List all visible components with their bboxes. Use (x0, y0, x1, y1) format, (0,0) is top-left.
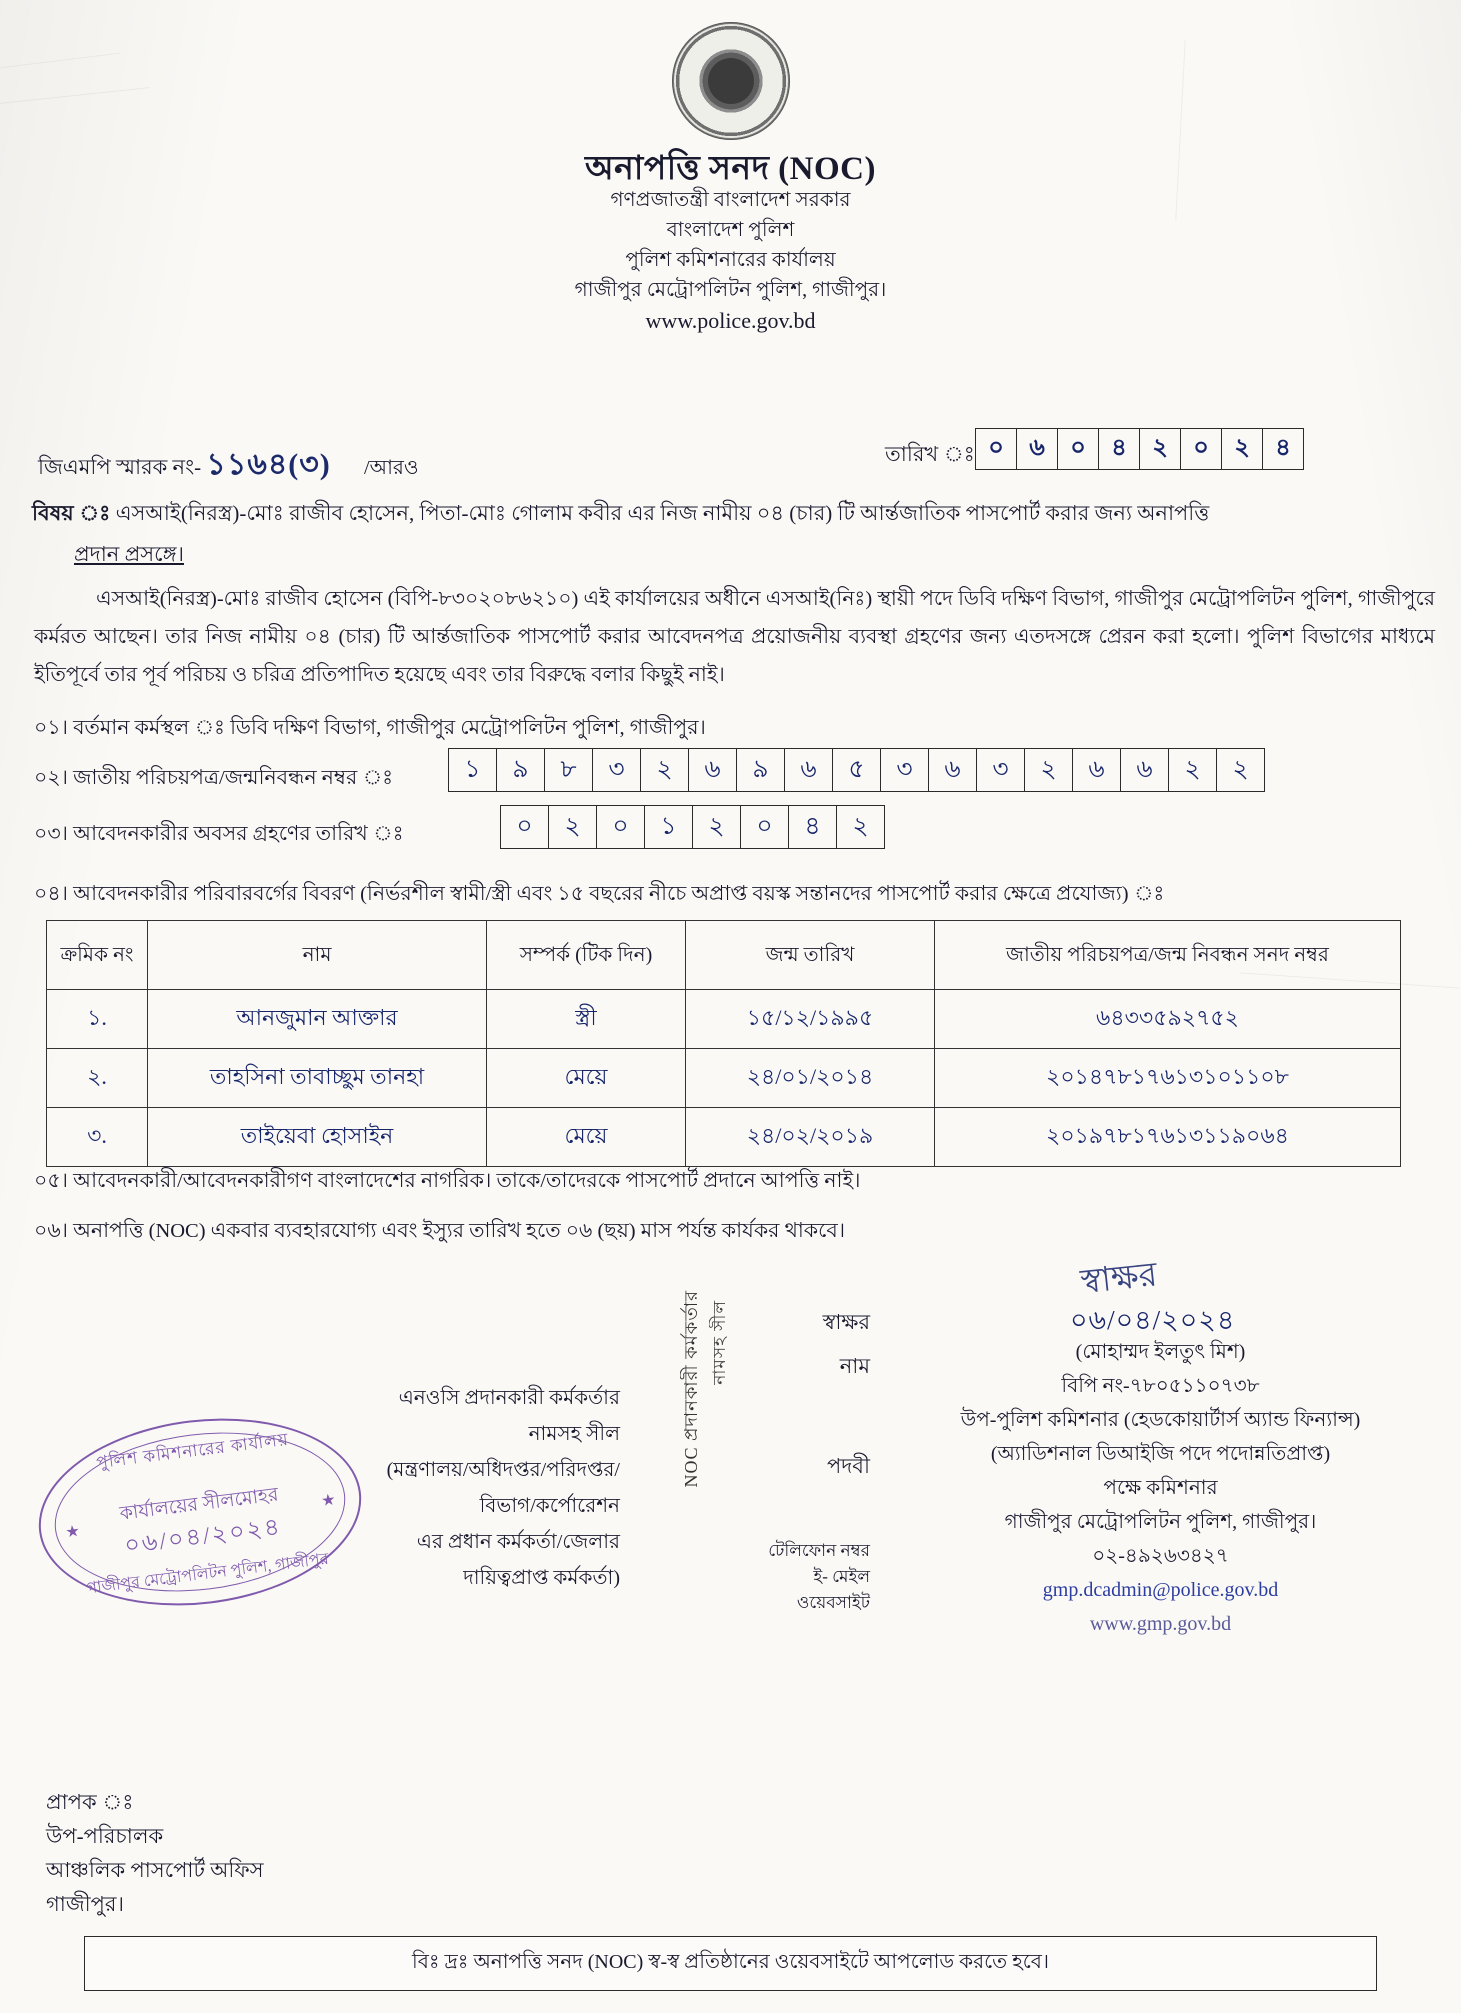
column-header-nid: জাতীয় পরিচয়পত্র/জন্ম নিবন্ধন সনদ নম্বর (935, 921, 1401, 990)
nid-digit: ২ (1024, 748, 1072, 792)
seal-instruction-line: বিভাগ/কর্পোরেশন (479, 1495, 620, 1517)
recipient-line: আঞ্চলিক পাসপোর্ট অফিস (46, 1858, 264, 1882)
org-line-1: গণপ্রজাতন্ত্রী বাংলাদেশ সরকার (610, 189, 851, 211)
subject-line-2: প্রদান প্রসঙ্গে। (74, 542, 185, 566)
date-digit: ০ (1057, 428, 1098, 470)
recipient-label: প্রাপক ঃ (46, 1790, 134, 1814)
nid-digit: ৫ (832, 748, 880, 792)
cell-nid: ২০১৯৭৮১৭৬১৩১১৯০৬৪ (935, 1108, 1401, 1167)
nid-digit: ৬ (1120, 748, 1168, 792)
item-2-nid-label: ০২। জাতীয় পরিচয়পত্র/জন্মনিবন্ধন নম্বর ঃ (34, 767, 394, 789)
police-website-link[interactable]: www.police.gov.bd (645, 308, 816, 333)
column-header-serial: ক্রমিক নং (47, 921, 148, 990)
label-signature: স্বাক্ষর (822, 1310, 870, 1334)
nid-digit: ৯ (736, 748, 784, 792)
cell-dob: ২৪/০২/২০১৯ (686, 1108, 935, 1167)
item-4-family-label: ০৪। আবেদনকারীর পরিবারবর্গের বিবরণ (নির্ভরশীল স্বামী/স্ত্রী এবং ১৫ বছরের নীচে অপ্রাপ্ত বয়স্ক সন্তানদের পাসপোর্ট করার ক্ষেত্রে প্রযোজ্য) ঃ (34, 883, 1165, 905)
date-label: তারিখ ঃ (885, 442, 975, 466)
officer-email[interactable]: gmp.dcadmin@police.gov.bd (1042, 1579, 1279, 1601)
seal-instruction-line: নামসহ সীল (528, 1423, 620, 1445)
column-header-dob: জন্ম তারিখ (686, 921, 935, 990)
government-emblem-icon (672, 22, 790, 140)
column-header-name: নাম (148, 921, 487, 990)
subject-label: বিষয় ঃ (32, 501, 111, 525)
cell-name: তাইয়েবা হোসাইন (148, 1108, 487, 1167)
retirement-date-boxes (500, 805, 885, 849)
cell-nid: ২০১৪৭৮১৭৬১৩১০১১০৮ (935, 1049, 1401, 1108)
subject-line (32, 496, 1433, 530)
nid-digit: ২ (1216, 748, 1265, 792)
cell-name: আনজুমান আক্তার (148, 990, 487, 1049)
memo-label: জিএমপি স্মারক নং- (38, 455, 202, 479)
subject-text: এসআই(নিরস্ত্র)-মোঃ রাজীব হোসেন, পিতা-মোঃ গোলাম কবীর এর নিজ নামীয় ০৪ (চার) টি আর্ন্তজাতিক পাসপোর্ট করার জন্য অনাপত্তি (115, 501, 1210, 525)
page-title: অনাপত্তি সনদ (NOC) (585, 151, 876, 187)
nid-digit: ২ (640, 748, 688, 792)
vertical-label-noc-officer: NOC প্রদানকারী কর্মকর্তার (681, 1290, 701, 1488)
footer-note: বিঃ দ্রঃ অনাপত্তি সনদ (NOC) স্ব-স্ব প্রতিষ্ঠানের ওয়েবসাইটে আপলোড করতে হবে। (84, 1936, 1377, 1991)
seal-instruction-line: (মন্ত্রণালয়/অধিদপ্তর/পরিদপ্তর/ (386, 1459, 620, 1481)
seal-top-text: পুলিশ কমিশনারের কার্যালয় (95, 1429, 290, 1473)
officer-name: (মোহাম্মদ ইলতুৎ মিশ) (1075, 1341, 1246, 1363)
nid-digit: ৩ (592, 748, 640, 792)
table-row (47, 990, 1401, 1049)
cell-name: তাহসিনা তাবাচ্ছুম তানহা (148, 1049, 487, 1108)
retirement-digit: ০ (596, 805, 644, 849)
date-digit: ০ (1180, 428, 1221, 470)
item-6-validity: ০৬। অনাপত্তি (NOC) একবার ব্যবহারযোগ্য এবং ইস্যুর তারিখ হতে ০৬ (ছয়) মাস পর্যন্ত কার্যকর থাকবে। (34, 1220, 846, 1242)
officer-bp-number: বিপি নং-৭৮০৫১১০৭৩৮ (1061, 1375, 1260, 1397)
cell-serial: ৩. (47, 1108, 148, 1167)
label-designation: পদবী (827, 1454, 870, 1478)
nid-digit: ৬ (928, 748, 976, 792)
body-paragraph: এসআই(নিরস্ত্র)-মোঃ রাজীব হোসেন (বিপি-৮৩০২০৮৬২১০) এই কার্যালয়ের অধীনে এসআই(নিঃ) স্থায়ী পদে ডিবি দক্ষিণ বিভাগ, গাজীপুর মেট্রোপলিটন পুলিশ, গাজীপুরে কর্মরত আছেন। তার নিজ নামীয় ০৪ (চার) টি আর্ন্তজাতিক পাসপোর্ট করার আবেদনপত্র প্রয়োজনীয় ব্যবস্থা গ্রহণের জন্য এতদসঙ্গে প্রেরন করা হলো। পুলিশ বিভাগের মাধ্যমে ইতিপূর্বে তার পূর্ব পরিচয় ও চরিত্র প্রতিপাদিত হয়েছে এবং তার বিরুদ্ধে বলার কিছুই নাই। (34, 588, 1435, 686)
seal-instruction-line: এনওসি প্রদানকারী কর্মকর্তার (398, 1387, 620, 1409)
org-line-3: পুলিশ কমিশনারের কার্যালয় (625, 249, 836, 271)
label-name: নাম (839, 1354, 870, 1378)
recipient-block (46, 1785, 264, 1921)
date-digit: ৪ (1098, 428, 1139, 470)
nid-digit: ৬ (1072, 748, 1120, 792)
item-5-citizenship: ০৫। আবেদনকারী/আবেদনকারীগণ বাংলাদেশের নাগরিক। তাকে/তাদেরকে পাসপোর্ট প্রদানে আপত্তি নাই। (34, 1170, 861, 1192)
cell-relation: মেয়ে (487, 1108, 686, 1167)
nid-digit: ৮ (544, 748, 592, 792)
nid-digit: ১ (448, 748, 496, 792)
cell-dob: ১৫/১২/১৯৯৫ (686, 990, 935, 1049)
date-digit: ২ (1139, 428, 1180, 470)
organization-header (0, 185, 1461, 305)
org-line-4: গাজীপুর মেট্রোপলিটন পুলিশ, গাজীপুর। (574, 279, 887, 301)
nid-digit: ৬ (688, 748, 736, 792)
seal-bottom-text: গাজীপুর মেট্রোপলিটন পুলিশ, গাজীপুর (85, 1550, 330, 1598)
item-3-retirement-label: ০৩। আবেদনকারীর অবসর গ্রহণের তারিখ ঃ (34, 823, 404, 845)
officer-designation-3: পক্ষে কমিশনার (1103, 1477, 1218, 1499)
retirement-digit: ১ (644, 805, 692, 849)
memo-row (38, 440, 419, 491)
table-header-row (47, 921, 1401, 990)
recipient-line: উপ-পরিচালক (46, 1824, 164, 1848)
cell-relation: স্ত্রী (487, 990, 686, 1049)
retirement-digit: ২ (548, 805, 596, 849)
officer-designation-2: (অ্যাডিশনাল ডিআইজি পদে পদোন্নতিপ্রাপ্ত) (990, 1443, 1331, 1465)
nid-digit: ৯ (496, 748, 544, 792)
cell-nid: ৬৪৩৩৫৯২৭৫২ (935, 990, 1401, 1049)
org-line-2: বাংলাদেশ পুলিশ (666, 219, 795, 241)
memo-suffix: /আরও (364, 457, 419, 479)
retirement-digit: ২ (692, 805, 740, 849)
date-digit: ২ (1221, 428, 1262, 470)
issuing-officer-block (880, 1335, 1441, 1641)
date-digit: ০ (975, 428, 1016, 470)
retirement-digit: ০ (500, 805, 548, 849)
vertical-label-seal: নামসহ সীল (710, 1300, 729, 1385)
seal-instruction-line: দায়িত্বপ্রাপ্ত কর্মকর্তা) (463, 1567, 620, 1589)
cell-dob: ২৪/০১/২০১৪ (686, 1049, 935, 1108)
signature-field-labels (760, 1300, 870, 1616)
cell-relation: মেয়ে (487, 1049, 686, 1108)
column-header-relation: সম্পর্ক (টিক দিন) (487, 921, 686, 990)
nid-digit: ৬ (784, 748, 832, 792)
item-1-current-posting: ০১। বর্তমান কর্মস্থল ঃ ডিবি দক্ষিণ বিভাগ, গাজীপুর মেট্রোপলিটন পুলিশ, গাজীপুর। (34, 717, 706, 739)
seal-mid-text: কার্যালয়ের সীলমোহর (118, 1484, 280, 1525)
nid-digit: ২ (1168, 748, 1216, 792)
label-phone: টেলিফোন নম্বর (768, 1541, 870, 1560)
date-digit: ৬ (1016, 428, 1057, 470)
seal-instruction-line: এর প্রধান কর্মকর্তা/জেলার (416, 1531, 620, 1553)
retirement-digit: ০ (740, 805, 788, 849)
seal-date: ০৬/০৪/২০২৪ (122, 1514, 284, 1560)
scan-crease (0, 53, 119, 69)
date-digit-boxes (975, 428, 1304, 470)
seal-star-icon: ★ (320, 1491, 337, 1511)
family-table (46, 920, 1401, 1167)
signature-date: ০৬/০৪/২০২৪ (1070, 1305, 1236, 1335)
nid-digit: ৩ (976, 748, 1024, 792)
cell-serial: ১. (47, 990, 148, 1049)
nid-digit: ৩ (880, 748, 928, 792)
scan-crease (0, 87, 149, 104)
officer-phone: ০২-৪৯২৬৩৪২৭ (1092, 1545, 1229, 1567)
retirement-digit: ২ (836, 805, 885, 849)
officer-office: গাজীপুর মেট্রোপলিটন পুলিশ, গাজীপুর। (1004, 1511, 1317, 1533)
officer-website[interactable]: www.gmp.gov.bd (1089, 1613, 1232, 1635)
table-row (47, 1108, 1401, 1167)
seal-star-icon: ★ (64, 1522, 81, 1542)
officer-designation-1: উপ-পুলিশ কমিশনার (হেডকোয়ার্টার্স অ্যান্ড ফিন্যান্স) (960, 1409, 1361, 1431)
table-row (47, 1049, 1401, 1108)
cell-serial: ২. (47, 1049, 148, 1108)
handwritten-signature: স্বাক্ষর (1078, 1254, 1160, 1303)
date-digit: ৪ (1262, 428, 1304, 470)
label-email: ই- মেইল (813, 1567, 870, 1586)
nid-digit-boxes (448, 748, 1265, 792)
memo-number: ১১৬৪(৩) (206, 448, 331, 481)
retirement-digit: ৪ (788, 805, 836, 849)
recipient-line: গাজীপুর। (46, 1892, 124, 1916)
label-website: ওয়েবসাইট (796, 1593, 870, 1612)
